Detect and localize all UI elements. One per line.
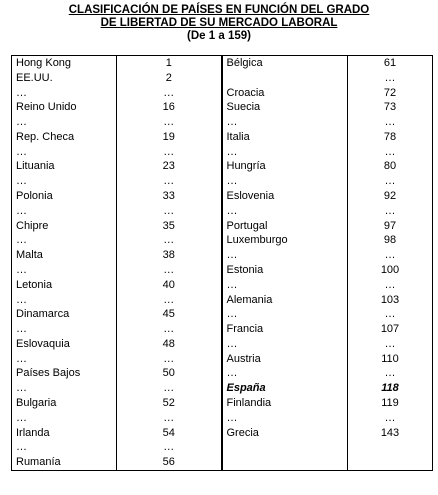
- table-row: [12, 204, 433, 219]
- country-left-cell: EE.UU.: [12, 71, 117, 86]
- country-left-cell: …: [12, 145, 117, 160]
- title-line-3: (De 1 a 159): [187, 30, 251, 42]
- rank-right-cell: …: [348, 337, 433, 352]
- rank-left-cell: 1: [117, 56, 222, 71]
- table-row: [12, 411, 433, 426]
- title-line-1: CLASIFICACIÓN DE PAÍSES EN FUNCIÓN DEL GRADO: [68, 4, 370, 16]
- rank-left-cell: …: [117, 322, 222, 337]
- country-left-cell: Letonia: [12, 278, 117, 293]
- rank-left-cell: …: [117, 381, 222, 396]
- rank-left-cell: 48: [117, 337, 222, 352]
- country-right-cell: Estonia: [222, 263, 348, 278]
- country-right-cell: Hungría: [222, 159, 348, 174]
- table-row: [12, 426, 433, 441]
- country-right-cell: …: [222, 337, 348, 352]
- country-right-cell: …: [222, 115, 348, 130]
- ranking-table: [11, 55, 433, 471]
- country-right-cell: España: [222, 381, 348, 396]
- rank-left-cell: …: [117, 174, 222, 189]
- country-right-cell: Grecia: [222, 426, 348, 441]
- country-left-cell: Lituania: [12, 159, 117, 174]
- country-left-cell: …: [12, 440, 117, 455]
- rank-right-cell: …: [348, 248, 433, 263]
- table-row: [12, 293, 433, 308]
- rank-left-cell: 35: [117, 219, 222, 234]
- country-left-cell: Malta: [12, 248, 117, 263]
- country-left-cell: …: [12, 381, 117, 396]
- rank-right-cell: 92: [348, 189, 433, 204]
- table-row: [12, 440, 433, 455]
- country-left-cell: Irlanda: [12, 426, 117, 441]
- rank-right-cell: 98: [348, 233, 433, 248]
- rank-left-cell: 38: [117, 248, 222, 263]
- rank-left-cell: 56: [117, 455, 222, 470]
- table-row: [12, 115, 433, 130]
- country-left-cell: Polonia: [12, 189, 117, 204]
- ranking-table-body: [12, 56, 433, 471]
- country-right-cell: …: [222, 248, 348, 263]
- rank-left-cell: …: [117, 204, 222, 219]
- table-row: [12, 366, 433, 381]
- rank-right-cell: 103: [348, 293, 433, 308]
- rank-right-cell: 110: [348, 352, 433, 367]
- table-row: [12, 278, 433, 293]
- country-right-cell: Luxemburgo: [222, 233, 348, 248]
- rank-right-cell: …: [348, 411, 433, 426]
- country-right-cell: Alemania: [222, 293, 348, 308]
- rank-right-cell: 72: [348, 86, 433, 101]
- country-left-cell: Rep. Checa: [12, 130, 117, 145]
- country-right-cell: Suecia: [222, 100, 348, 115]
- country-left-cell: Países Bajos: [12, 366, 117, 381]
- rank-left-cell: 16: [117, 100, 222, 115]
- country-right-cell: …: [222, 145, 348, 160]
- table-row: [12, 233, 433, 248]
- rank-left-cell: …: [117, 115, 222, 130]
- rank-right-cell: …: [348, 174, 433, 189]
- rank-right-cell: 143: [348, 426, 433, 441]
- country-left-cell: …: [12, 293, 117, 308]
- country-right-cell: …: [222, 366, 348, 381]
- rank-right-cell: …: [348, 278, 433, 293]
- rank-left-cell: 19: [117, 130, 222, 145]
- rank-left-cell: 2: [117, 71, 222, 86]
- rank-left-cell: …: [117, 411, 222, 426]
- rank-left-cell: 40: [117, 278, 222, 293]
- country-left-cell: Bulgaria: [12, 396, 117, 411]
- rank-right-cell: …: [348, 366, 433, 381]
- country-left-cell: …: [12, 263, 117, 278]
- country-right-cell: Croacia: [222, 86, 348, 101]
- rank-left-cell: 23: [117, 159, 222, 174]
- country-right-cell: Austria: [222, 352, 348, 367]
- country-right-cell: …: [222, 174, 348, 189]
- rank-right-cell: [348, 440, 433, 455]
- country-left-cell: …: [12, 174, 117, 189]
- rank-right-cell: 73: [348, 100, 433, 115]
- rank-left-cell: 54: [117, 426, 222, 441]
- rank-right-cell: 118: [348, 381, 433, 396]
- country-left-cell: …: [12, 352, 117, 367]
- rank-right-cell: [348, 455, 433, 470]
- rank-left-cell: 45: [117, 307, 222, 322]
- table-row: [12, 396, 433, 411]
- table-row: [12, 307, 433, 322]
- table-row: [12, 189, 433, 204]
- table-row: [12, 86, 433, 101]
- rank-left-cell: …: [117, 86, 222, 101]
- table-row: [12, 455, 433, 470]
- table-row: [12, 322, 433, 337]
- table-row: [12, 56, 433, 71]
- table-row: [12, 263, 433, 278]
- rank-right-cell: 119: [348, 396, 433, 411]
- country-right-cell: Eslovenia: [222, 189, 348, 204]
- rank-right-cell: 78: [348, 130, 433, 145]
- table-row: [12, 174, 433, 189]
- rank-left-cell: 33: [117, 189, 222, 204]
- rank-left-cell: …: [117, 352, 222, 367]
- table-row: [12, 100, 433, 115]
- rank-left-cell: …: [117, 233, 222, 248]
- country-right-cell: …: [222, 204, 348, 219]
- country-left-cell: Rumanía: [12, 455, 117, 470]
- rank-right-cell: …: [348, 71, 433, 86]
- country-right-cell: [222, 455, 348, 470]
- rank-left-cell: …: [117, 293, 222, 308]
- table-row: [12, 159, 433, 174]
- country-left-cell: …: [12, 86, 117, 101]
- country-right-cell: Finlandia: [222, 396, 348, 411]
- country-left-cell: Chipre: [12, 219, 117, 234]
- country-left-cell: …: [12, 115, 117, 130]
- rank-left-cell: 50: [117, 366, 222, 381]
- country-right-cell: …: [222, 278, 348, 293]
- table-row: [12, 219, 433, 234]
- rank-right-cell: …: [348, 307, 433, 322]
- table-row: [12, 381, 433, 396]
- country-left-cell: …: [12, 204, 117, 219]
- table-row: [12, 145, 433, 160]
- country-left-cell: …: [12, 233, 117, 248]
- rank-right-cell: 97: [348, 219, 433, 234]
- title-line-2: DE LIBERTAD DE SU MERCADO LABORAL: [100, 17, 338, 29]
- rank-right-cell: …: [348, 204, 433, 219]
- country-left-cell: Dinamarca: [12, 307, 117, 322]
- country-right-cell: …: [222, 307, 348, 322]
- country-left-cell: Reino Unido: [12, 100, 117, 115]
- table-row: [12, 71, 433, 86]
- country-right-cell: Portugal: [222, 219, 348, 234]
- country-right-cell: [222, 71, 348, 86]
- rank-left-cell: 52: [117, 396, 222, 411]
- rank-right-cell: 107: [348, 322, 433, 337]
- rank-right-cell: 100: [348, 263, 433, 278]
- country-right-cell: [222, 440, 348, 455]
- rank-right-cell: …: [348, 115, 433, 130]
- table-row: [12, 352, 433, 367]
- country-right-cell: Italia: [222, 130, 348, 145]
- document-title: [0, 0, 438, 44]
- rank-left-cell: …: [117, 145, 222, 160]
- country-right-cell: …: [222, 411, 348, 426]
- rank-right-cell: 80: [348, 159, 433, 174]
- country-left-cell: Eslovaquia: [12, 337, 117, 352]
- rank-right-cell: …: [348, 145, 433, 160]
- table-row: [12, 337, 433, 352]
- rank-left-cell: …: [117, 440, 222, 455]
- rank-left-cell: …: [117, 263, 222, 278]
- country-right-cell: Bélgica: [222, 56, 348, 71]
- country-left-cell: Hong Kong: [12, 56, 117, 71]
- table-row: [12, 130, 433, 145]
- table-row: [12, 248, 433, 263]
- rank-right-cell: 61: [348, 56, 433, 71]
- country-right-cell: Francia: [222, 322, 348, 337]
- country-left-cell: …: [12, 322, 117, 337]
- country-left-cell: …: [12, 411, 117, 426]
